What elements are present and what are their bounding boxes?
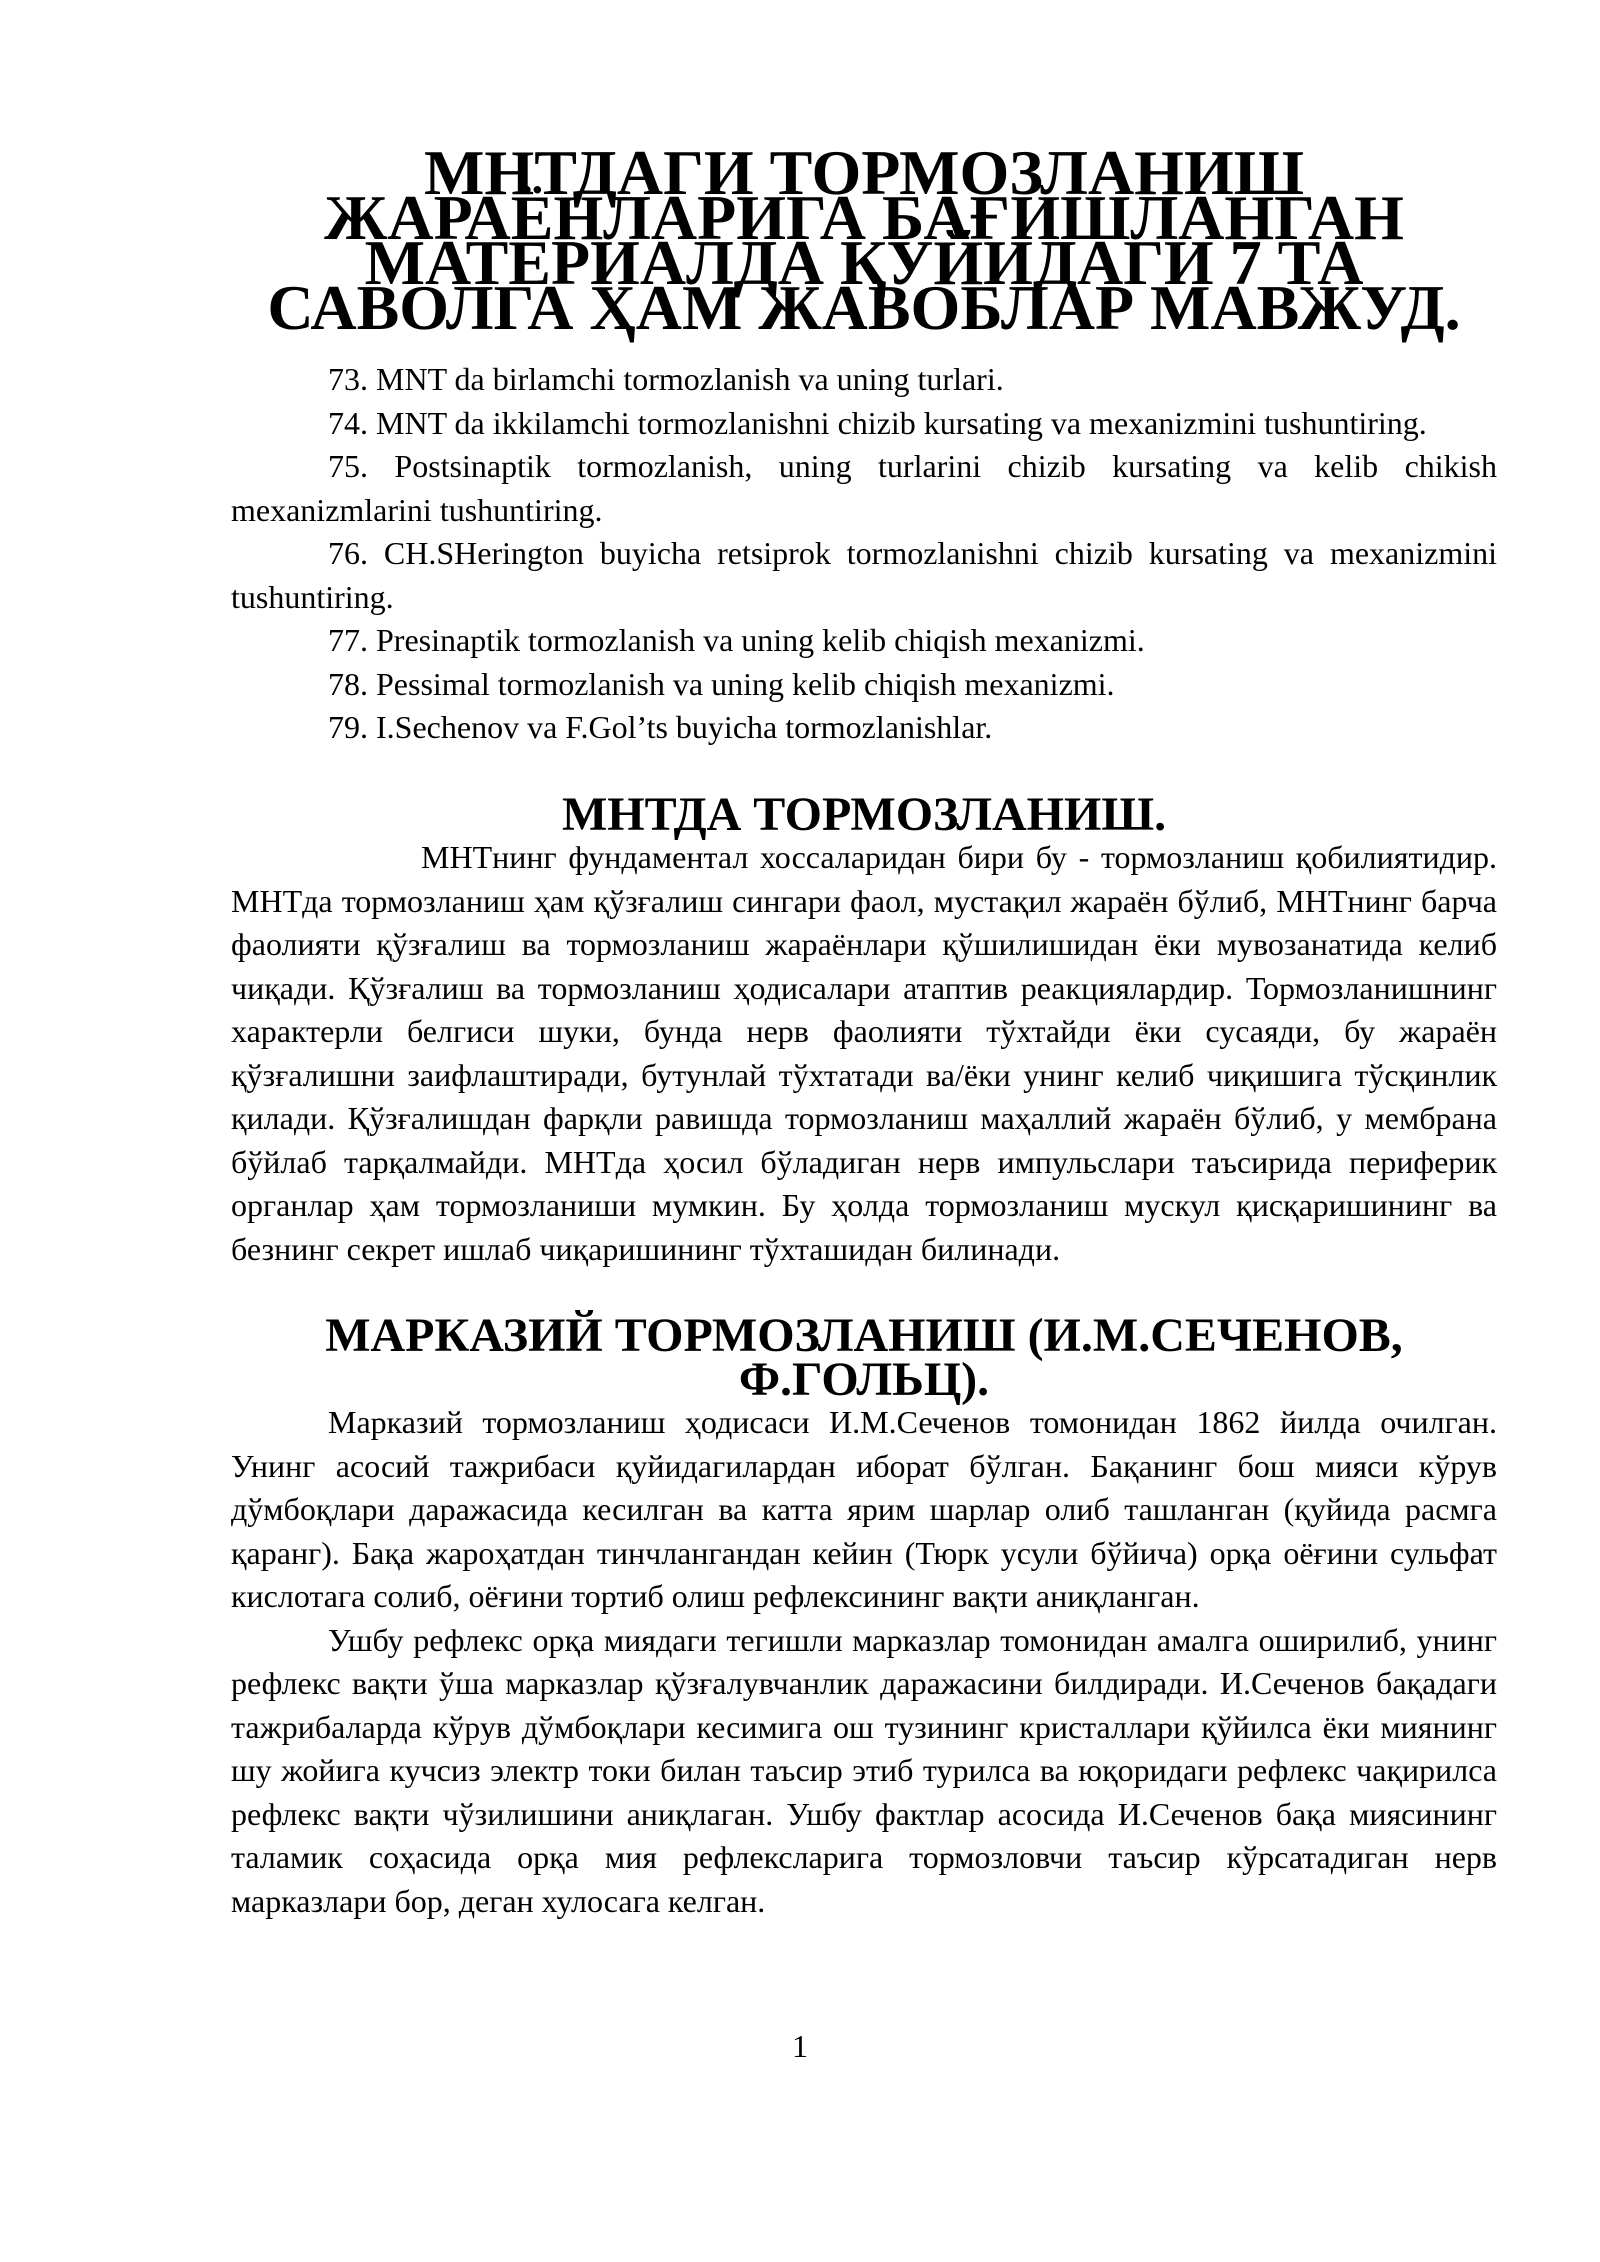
- section-paragraph: Ушбу рефлекс орқа миядаги тегишли марказлар томонидан амалга оширилиб, унинг рефлекс вақти ўша марказлар қўзғалувчанлик даражасини билдиради. И.Сеченов бақадаги тажрибаларда кўрув дўмбоқлари кесимига ош тузининг кристаллари қўйилса ёки миянинг шу жойига кучсиз электр токи билан таъсир этиб турилса ва юқоридаги рефлекс чақирилса рефлекс вақти чўзилишини аниқлаган. Ушбу фактлар асосида И.Сеченов бақа миясининг таламик соҳасида орқа мия рефлексларига тормозловчи таъсир кўрсатадиган нерв марказлари бор, деган хулосага келган.: [231, 1621, 1497, 1919]
- question-item: 74. MNT da ikkilamchi tormozlanishni chizib kursating va mexanizmini tushuntiring.: [328, 404, 1427, 441]
- question-item: 78. Pessimal tormozlanish va uning kelib chiqish mexanizmi.: [328, 665, 1115, 702]
- page-number: 1: [792, 2028, 808, 2064]
- question-item: 73. MNT da birlamchi tormozlanish va uning turlari.: [328, 361, 1004, 397]
- section-heading-central-inhibition: МАРКАЗИЙ ТОРМОЗЛАНИШ (И.М.СЕЧЕНОВ, Ф.ГОЛЬЦ).: [325, 1309, 1403, 1406]
- section-heading-inhibition: МНТДА ТОРМОЗЛАНИШ.: [561, 787, 1167, 841]
- section-paragraph: МНТнинг фундаментал хоссаларидан бири бу - тормозланиш қобилиятидир. МНТда тормозланиш ҳам қўзғалиш сингари фаол, мустақил жараён бўлиб, МНТнинг барча фаолияти қўзғалиш ва тормозланиш жараёнлари қўшилишидан ёки мувозанатида келиб чиқади. Қўзғалиш ва тормозланиш ҳодисалари атаптив реакциялардир. Тормозланишнинг характерли белгиси шуки, бунда нерв фаолияти тўхтайди ёки сусаяди, бу жараён қўзғалишни заифлаштиради, бутунлай тўхтатади ва/ёки унинг келиб чиқишига тўсқинлик қилади. Қўзғалишдан фарқли равишда тормозланиш маҳаллий жараён бўлиб, у мембрана бўйлаб тарқалмайди. МНТда ҳосил бўладиган нерв импульслари таъсирида периферик органлар ҳам тормозланиши мумкин. Бу ҳолда тормозланиш мускул қисқаришининг ва безнинг секрет ишлаб чиқаришининг тўхташидан билинади.: [231, 839, 1497, 1267]
- question-item: 77. Presinaptik tormozlanish va uning kelib chiqish mexanizmi.: [328, 622, 1145, 658]
- document-page: [231, 137, 1497, 1923]
- question-item: 75. Postsinaptik tormozlanish, uning turlarini chizib kursating va kelib chikish mexanizmlarini tushuntiring.: [231, 448, 1497, 528]
- document-title: МНТДАГИ ТОРМОЗЛАНИШ ЖАРАЁНЛАРИГА БАҒИШЛАНГАН МАТЕРИАЛДА ҚУЙИДАГИ 7 ТА САВОЛГА ҲАМ ЖАВОБЛАР МАВЖУД.: [267, 137, 1461, 343]
- question-item: 79. I.Sechenov va F.Gol’ts buyicha tormozlanishlar.: [328, 709, 993, 745]
- section-paragraph: Марказий тормозланиш ҳодисаси И.М.Сеченов томонидан 1862 йилда очилган. Унинг асосий тажрибаси қуйидагилардан иборат бўлган. Бақанинг бош мияси кўрув дўмбоқлари даражасида кесилган ва катта ярим шарлар олиб ташланган (қуйида расмга қаранг). Бақа жароҳатдан тинчлангандан кейин (Тюрк усули бўйича) орқа оёғини сульфат кислотага солиб, оёғини тортиб олиш рефлексининг вақти аниқланган.: [231, 1404, 1497, 1614]
- question-list: [231, 358, 1497, 750]
- question-item: 76. CH.SHerington buyicha retsiprok tormozlanishni chizib kursating va mexanizmini tushuntiring.: [231, 535, 1497, 615]
